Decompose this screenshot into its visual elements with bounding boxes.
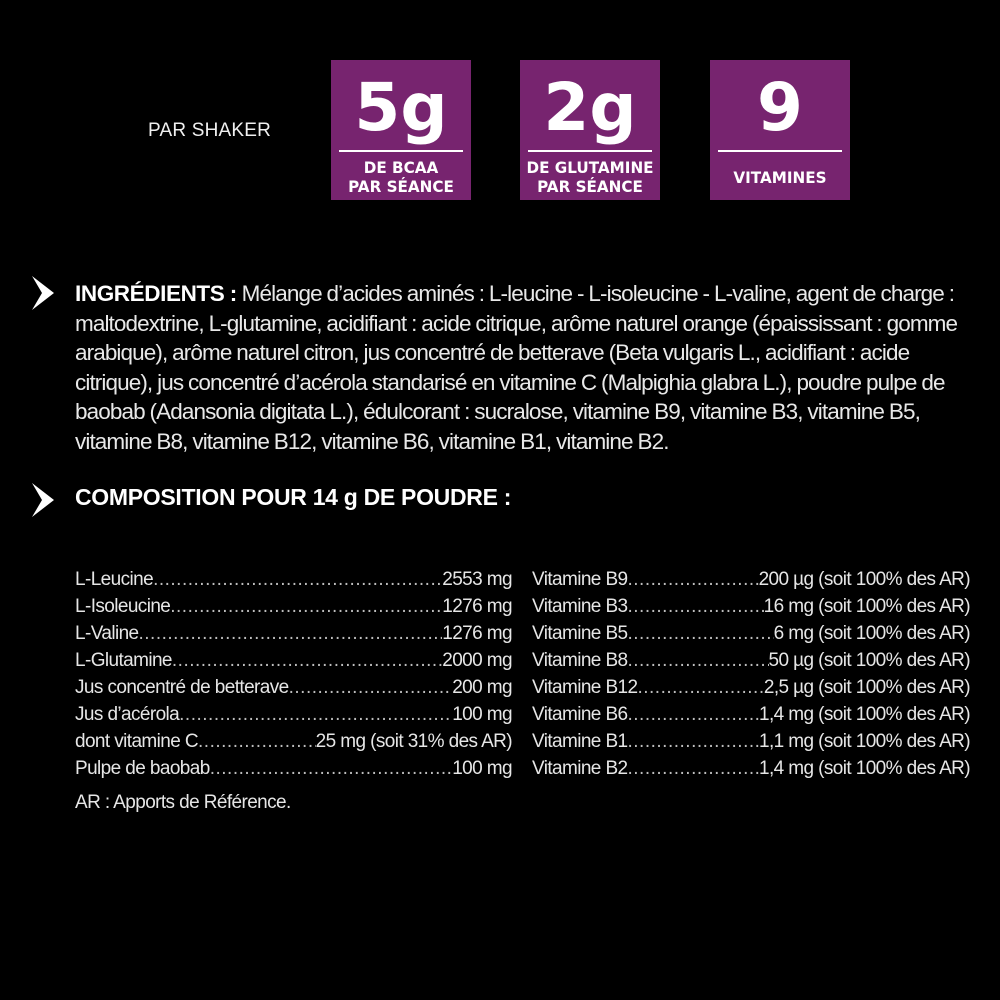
composition-left-column	[75, 566, 512, 782]
dot-leader	[628, 728, 760, 755]
composition-row	[532, 701, 970, 728]
composition-row-value: 100 mg	[452, 704, 512, 725]
composition-row-value: 2000 mg	[442, 650, 512, 671]
dot-leader	[198, 728, 316, 755]
composition-row-value: 100 mg	[452, 758, 512, 779]
dot-leader	[637, 674, 763, 701]
dot-leader	[628, 647, 769, 674]
per-shaker-label: PAR SHAKER	[148, 120, 272, 141]
composition-row	[75, 620, 512, 647]
composition-row-name: Vitamine B1	[532, 731, 628, 752]
composition-row-name: Jus d’acérola	[75, 704, 180, 725]
stat-box-bcaa	[331, 60, 471, 200]
stat-label: DE GLUTAMINE PAR SÉANCE	[526, 158, 654, 196]
stat-value: 5g	[354, 69, 448, 146]
dot-leader	[179, 701, 452, 728]
stat-divider	[339, 150, 463, 152]
composition-row-value: 1276 mg	[442, 596, 512, 617]
dot-leader	[628, 620, 774, 647]
stat-value: 9	[757, 69, 803, 146]
composition-row	[532, 566, 970, 593]
composition-row	[532, 755, 970, 782]
dot-leader	[153, 566, 442, 593]
composition-row-name: Vitamine B8	[532, 650, 628, 671]
composition-row	[532, 593, 970, 620]
composition-row	[532, 674, 970, 701]
composition-row	[75, 647, 512, 674]
composition-row-value: 50 µg (soit 100% des AR)	[768, 650, 970, 671]
ingredients-paragraph	[75, 279, 975, 456]
composition-row-name: L-Valine	[75, 623, 139, 644]
composition-row	[75, 701, 512, 728]
composition-title: COMPOSITION POUR 14 g DE POUDRE :	[75, 484, 512, 510]
composition-row-name: Vitamine B12	[532, 677, 638, 698]
composition-row-value: 200 µg (soit 100% des AR)	[758, 569, 970, 590]
composition-row-name: Vitamine B6	[532, 704, 628, 725]
composition-row-value: 1,1 mg (soit 100% des AR)	[759, 731, 970, 752]
composition-row-value: 2,5 µg (soit 100% des AR)	[763, 677, 970, 698]
composition-right-column	[532, 566, 970, 782]
ingredients-text: Mélange d’acides aminés : L-leucine - L-isoleucine - L-valine, agent de charge : maltodextrine, L-glutamine, acidifiant : acide citrique, arôme naturel orange (épaississant : gomme arabique), arôme naturel citron, jus concentré de betterave (Beta vulgaris L., acidifiant : acide citrique), jus concentré d’acérola standarisé en vitamine C (Malpighia glabra L.), poudre pulpe de baobab (Adansonia digitata L.), édulcorant : sucralose, vitamine B9, vitamine B3, vitamine B5, vitamine B8, vitamine B12, vitamine B6, vitamine B1, vitamine B2.	[75, 281, 958, 454]
composition-row	[75, 755, 512, 782]
stat-box-glutamine	[520, 60, 660, 200]
chevron-right-icon	[28, 483, 58, 517]
composition-row	[75, 674, 512, 701]
composition-row	[75, 566, 512, 593]
composition-row-value: 1276 mg	[442, 623, 512, 644]
stat-divider	[528, 150, 652, 152]
composition-row-name: Vitamine B3	[532, 596, 628, 617]
composition-row	[532, 620, 970, 647]
dot-leader	[170, 593, 442, 620]
composition-row-name: Vitamine B2	[532, 758, 628, 779]
composition-row-value: 200 mg	[452, 677, 512, 698]
composition-row	[532, 728, 970, 755]
stat-value: 2g	[543, 69, 637, 146]
dot-leader	[628, 755, 760, 782]
composition-row-name: L-Glutamine	[75, 650, 172, 671]
stat-label: VITAMINES	[733, 167, 827, 187]
composition-row-name: dont vitamine C	[75, 731, 199, 752]
composition-row-value: 2553 mg	[442, 569, 512, 590]
dot-leader	[139, 620, 443, 647]
composition-row-value: 1,4 mg (soit 100% des AR)	[759, 704, 970, 725]
composition-row-value: 25 mg (soit 31% des AR)	[315, 731, 512, 752]
composition-row-value: 1,4 mg (soit 100% des AR)	[759, 758, 970, 779]
chevron-right-icon	[28, 276, 58, 310]
composition-row-name: Jus concentré de betterave	[75, 677, 289, 698]
stat-label: DE BCAA PAR SÉANCE	[348, 158, 454, 196]
dot-leader	[628, 566, 759, 593]
composition-row-name: Vitamine B9	[532, 569, 628, 590]
dot-leader	[172, 647, 442, 674]
footnote: AR : Apports de Référence.	[75, 792, 291, 813]
composition-row	[75, 728, 512, 755]
dot-leader	[210, 755, 453, 782]
composition-row-name: Pulpe de baobab	[75, 758, 210, 779]
composition-row	[75, 593, 512, 620]
dot-leader	[289, 674, 453, 701]
stat-divider	[718, 150, 842, 152]
dot-leader	[628, 593, 764, 620]
composition-row-name: L-Leucine	[75, 569, 154, 590]
composition-row-name: Vitamine B5	[532, 623, 628, 644]
composition-row-value: 16 mg (soit 100% des AR)	[763, 596, 970, 617]
composition-row	[532, 647, 970, 674]
dot-leader	[628, 701, 760, 728]
stat-box-vitamins	[710, 60, 850, 200]
composition-row-value: 6 mg (soit 100% des AR)	[773, 623, 970, 644]
composition-row-name: L-Isoleucine	[75, 596, 171, 617]
ingredients-label: INGRÉDIENTS :	[75, 281, 237, 306]
